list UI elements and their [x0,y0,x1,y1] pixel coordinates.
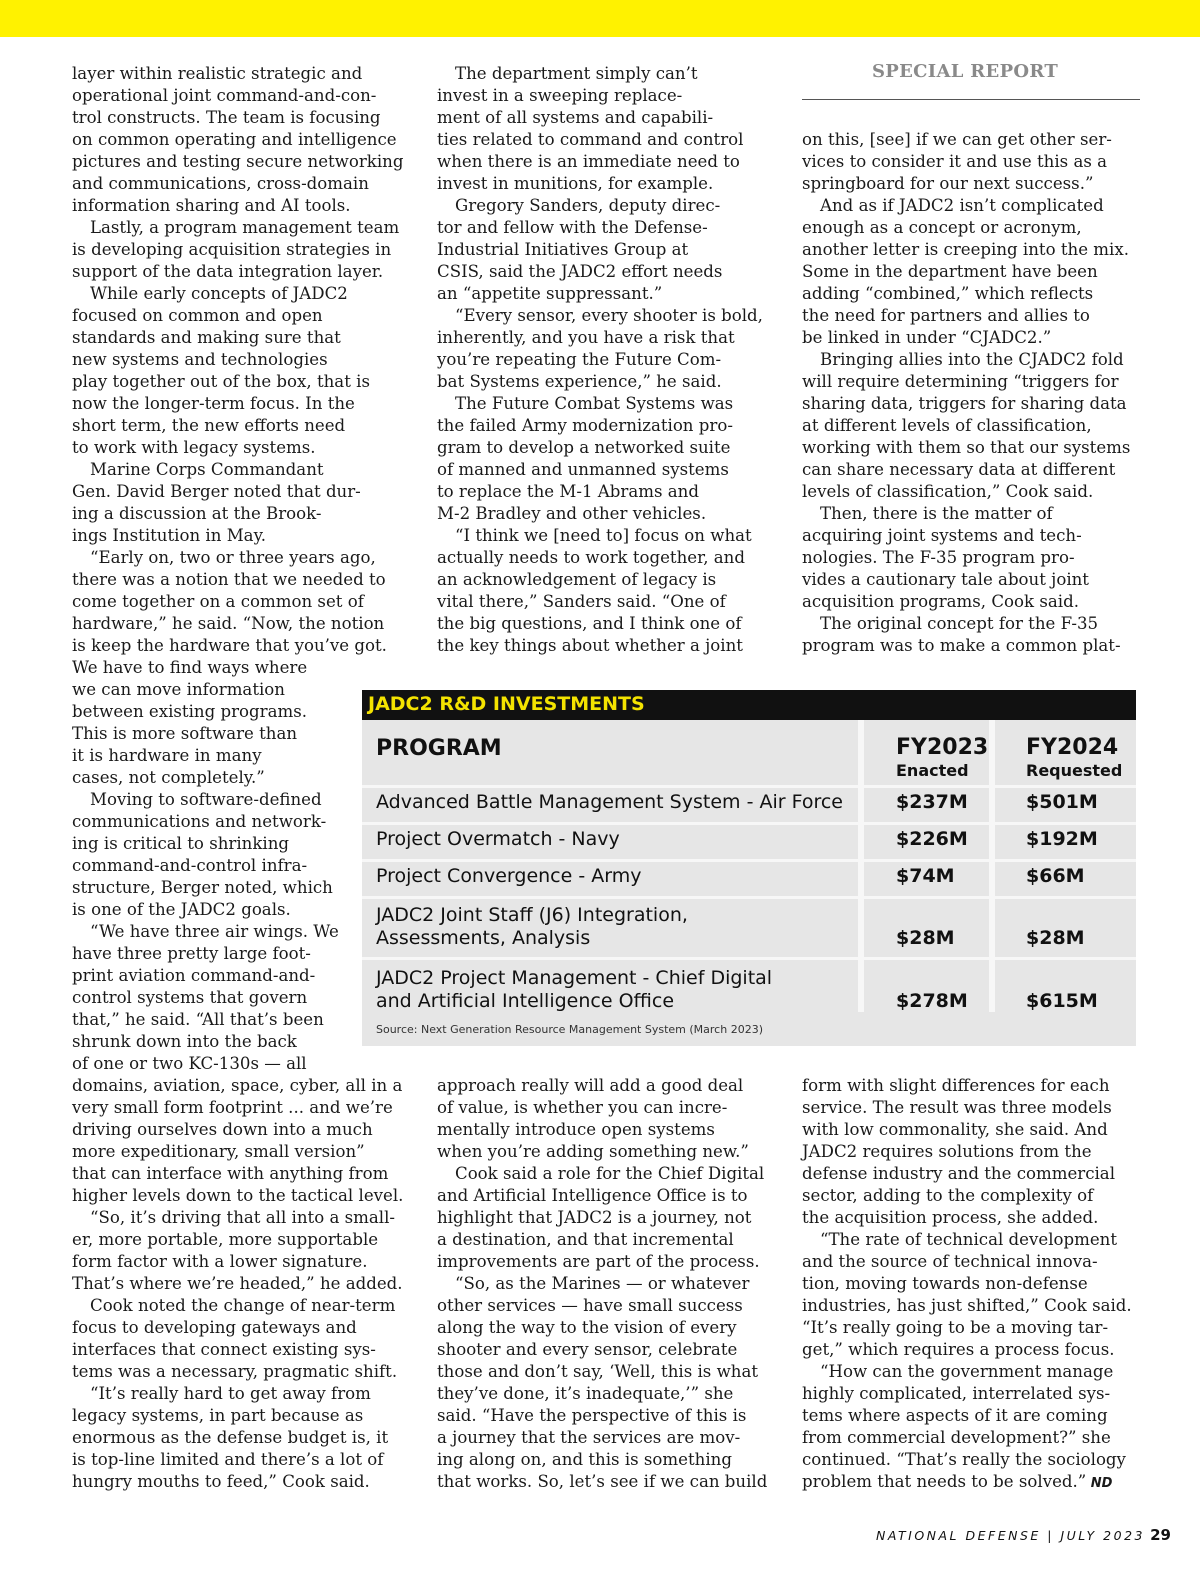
text-line: very small form footprint ... and we’re [72,1098,393,1117]
text-line: acquisition programs, Cook said. [802,592,1079,611]
text-line: play together out of the box, that is [72,372,370,391]
column-1-text [72,63,403,1493]
text-line: of value, is whether you can incre- [437,1098,728,1117]
text-line: of manned and unmanned systems [437,460,729,479]
table-cell-fy2023: $226M [896,828,968,850]
text-line: is one of the JADC2 goals. [72,900,291,919]
text-line: “The rate of technical development [820,1230,1118,1249]
text-line: along the way to the vision of every [437,1318,737,1337]
text-line: improvements are part of the process. [437,1252,760,1271]
section-label: SPECIAL REPORT [872,61,1059,82]
text-line: Cook said a role for the Chief Digital [455,1164,765,1183]
text-line: that works. So, let’s see if we can build [437,1472,768,1491]
text-line: ings Institution in May. [72,526,267,545]
text-line: The department simply can’t [455,64,698,83]
text-line: and Artificial Intelligence Office is to [437,1186,748,1205]
text-line: layer within realistic strategic and [72,64,363,83]
text-line: on this, [see] if we can get other ser- [802,130,1112,149]
text-line: We have to find ways where [72,658,308,677]
text-line: operational joint command-and-con- [72,86,377,105]
text-line: other services — have small success [437,1296,743,1315]
table-header-fy2024: FY2024 [1026,735,1119,760]
text-line: enormous as the defense budget is, it [72,1428,389,1447]
text-line: The Future Combat Systems was [455,394,734,413]
text-line: The original concept for the F-35 [820,614,1099,633]
text-line: bat Systems experience,” he said. [437,372,722,391]
table-cell-fy2024: $28M [1026,927,1085,949]
text-line: those and don’t say, ‘Well, this is what [437,1362,759,1381]
text-line: interfaces that connect existing sys- [72,1340,376,1359]
text-line: between existing programs. [72,702,307,721]
text-line: And as if JADC2 isn’t complicated [820,196,1104,215]
text-line: program was to make a common plat- [802,636,1121,655]
text-line: an “appetite suppressant.” [437,284,663,303]
table-cell-fy2023: $237M [896,791,968,813]
text-line: structure, Berger noted, which [72,878,333,897]
text-line: short term, the new efforts need [72,416,346,435]
text-line: that,” he said. “All that’s been [72,1010,324,1029]
table-title-bar [362,690,1136,720]
text-line: “So, as the Marines — or whatever [455,1274,750,1293]
table-source-note: Source: Next Generation Resource Management System (March 2023) [376,1023,763,1036]
text-line: vices to consider it and use this as a [802,152,1108,171]
text-line: inherently, and you have a risk that [437,328,735,347]
table-row-divider [362,957,1136,960]
text-line: mentally introduce open systems [437,1120,715,1139]
text-line: highlight that JADC2 is a journey, not [437,1208,752,1227]
text-line: highly complicated, interrelated sys- [802,1384,1111,1403]
text-line: invest in a sweeping replace- [437,86,683,105]
text-line: command-and-control infra- [72,856,308,875]
table-cell-program: Project Convergence - Army [376,865,642,887]
text-line: “I think we [need to] focus on what [455,526,752,545]
text-line: invest in munitions, for example. [437,174,714,193]
text-line: sector, adding to the complexity of [802,1186,1094,1205]
table-cell-fy2024: $615M [1026,990,1098,1012]
text-line: defense industry and the commercial [802,1164,1116,1183]
table-column-divider [858,720,864,1012]
text-line: with low commonality, she said. And [802,1120,1108,1139]
text-line: nologies. The F-35 program pro- [802,548,1075,567]
text-line: the key things about whether a joint [437,636,743,655]
table-header-fy2024-sub: Requested [1026,761,1123,780]
text-line: is developing acquisition strategies in [72,240,392,259]
text-line: That’s where we’re headed,” he added. [72,1274,403,1293]
end-mark: ND [1086,1476,1113,1491]
text-line: Some in the department have been [802,262,1098,281]
text-line: said. “Have the perspective of this is [437,1406,747,1425]
text-line: Moving to software-defined [90,790,322,809]
text-line: service. The result was three models [802,1098,1112,1117]
text-line: Cook noted the change of near-term [90,1296,396,1315]
text-line: actually needs to work together, and [437,548,745,567]
text-line: there was a notion that we needed to [72,570,386,589]
text-line: and the source of technical innova- [802,1252,1098,1271]
text-line: tion, moving towards non-defense [802,1274,1088,1293]
text-line: support of the data integration layer. [72,262,384,281]
text-line: Marine Corps Commandant [90,460,324,479]
text-line: the failed Army modernization pro- [437,416,733,435]
text-line: hungry mouths to feed,” Cook said. [72,1472,370,1491]
text-line: tems where aspects of it are coming [802,1406,1108,1425]
text-line: to replace the M-1 Abrams and [437,482,699,501]
text-line: will require determining “triggers for [802,372,1119,391]
investments-table [362,690,1136,1046]
text-line: standards and making sure that [72,328,341,347]
column-3-bottom-text [802,1075,1132,1495]
table-column-divider [989,720,995,1012]
table-cell-program: JADC2 Project Management - Chief Digital [376,967,773,989]
table-cell-program: Advanced Battle Management System - Air Force [376,791,843,813]
text-line: new systems and technologies [72,350,328,369]
text-line: the acquisition process, she added. [802,1208,1099,1227]
text-line: come together on a common set of [72,592,364,611]
text-line: industries, has just shifted,” Cook said. [802,1296,1132,1315]
text-line: ties related to command and control [437,130,744,149]
text-line: ing along on, and this is something [437,1450,732,1469]
table-cell-fy2024: $66M [1026,865,1085,887]
text-line: This is more software than [72,724,298,743]
text-line: Lastly, a program management team [90,218,400,237]
text-line: the need for partners and allies to [802,306,1090,325]
text-line: an acknowledgement of legacy is [437,570,717,589]
text-line: “Every sensor, every shooter is bold, [455,306,763,325]
column-2-top-text [437,63,763,657]
text-line: at different levels of classification, [802,416,1092,435]
text-line: hardware,” he said. “Now, the notion [72,614,385,633]
text-line: Then, there is the matter of [820,504,1053,523]
text-line: another letter is creeping into the mix. [802,240,1129,259]
text-line: a journey that the services are mov- [437,1428,741,1447]
text-line: tor and fellow with the Defense- [437,218,708,237]
table-row-divider [362,859,1136,862]
text-line: cases, not completely.” [72,768,265,787]
text-line: M-2 Bradley and other vehicles. [437,504,707,523]
table-header-fy2023: FY2023 [896,735,989,760]
text-line: er, more portable, more supportable [72,1230,379,1249]
text-line: legacy systems, in part because as [72,1406,364,1425]
text-line: Industrial Initiatives Group at [437,240,689,259]
text-line: communications and network- [72,812,327,831]
text-line: form factor with a lower signature. [72,1252,368,1271]
text-line: be linked in under “CJADC2.” [802,328,1052,347]
table-cell-program: JADC2 Joint Staff (J6) Integration, [376,904,688,926]
text-line: and communications, cross-domain [72,174,369,193]
text-line: adding “combined,” which reflects [802,284,1094,303]
table-header-program: PROGRAM [376,736,502,761]
column-2-bottom-text [437,1075,767,1493]
text-line: is top-line limited and there’s a lot of [72,1450,384,1469]
text-line: levels of classification,” Cook said. [802,482,1094,501]
text-line: Gregory Sanders, deputy direc- [455,196,721,215]
table-cell-program: Project Overmatch - Navy [376,828,620,850]
text-line: Gen. David Berger noted that dur- [72,482,361,501]
text-line: “It’s really hard to get away from [90,1384,371,1403]
text-line: it is hardware in many [72,746,262,765]
text-line: problem that needs to be solved.” ND [802,1472,1113,1491]
text-line: gram to develop a networked suite [437,438,731,457]
text-line: driving ourselves down into a much [72,1120,373,1139]
text-line: enough as a concept or acronym, [802,218,1082,237]
text-line: we can move information [72,680,285,699]
text-line: sharing data, triggers for sharing data [802,394,1127,413]
text-line: a destination, and that incremental [437,1230,734,1249]
text-line: ing is critical to shrinking [72,834,289,853]
table-cell-fy2023: $28M [896,927,955,949]
text-line: trol constructs. The team is focusing [72,108,381,127]
text-line: more expeditionary, small version” [72,1142,365,1161]
text-line: “How can the government manage [820,1362,1114,1381]
table-cell-fy2023: $278M [896,990,968,1012]
text-line: vides a cautionary tale about joint [802,570,1089,589]
footer-page-number: 29 [1150,1526,1171,1544]
text-line: when there is an immediate need to [437,152,740,171]
text-line: print aviation command-and- [72,966,316,985]
text-line: Bringing allies into the CJADC2 fold [820,350,1124,369]
text-line: “It’s really going to be a moving tar- [802,1318,1109,1337]
table-cell-program-cont: Assessments, Analysis [376,927,591,949]
text-line: approach really will add a good deal [437,1076,744,1095]
text-line: shooter and every sensor, celebrate [437,1340,738,1359]
text-line: from commercial development?” she [802,1428,1111,1447]
text-line: pictures and testing secure networking [72,152,404,171]
text-line: of one or two KC-130s — all [72,1054,307,1073]
table-row-divider [362,785,1136,788]
text-line: ment of all systems and capabili- [437,108,714,127]
text-line: While early concepts of JADC2 [90,284,348,303]
text-line: have three pretty large foot- [72,944,311,963]
text-line: “So, it’s driving that all into a small- [90,1208,395,1227]
table-row-divider [362,822,1136,825]
table-header-fy2023-sub: Enacted [896,761,969,780]
text-line: “We have three air wings. We [90,922,339,941]
text-line: ing a discussion at the Brook- [72,504,322,523]
text-line: CSIS, said the JADC2 effort needs [437,262,723,281]
text-line: on common operating and intelligence [72,130,397,149]
text-line: form with slight differences for each [802,1076,1110,1095]
text-line: higher levels down to the tactical level. [72,1186,404,1205]
table-cell-fy2024: $501M [1026,791,1098,813]
top-color-bar [0,0,1200,37]
section-rule [802,99,1140,100]
text-line: the big questions, and I think one of [437,614,742,633]
text-line: that can interface with anything from [72,1164,389,1183]
text-line: they’ve done, it’s inadequate,’” she [437,1384,734,1403]
text-line: working with them so that our systems [802,438,1131,457]
text-line: continued. “That’s really the sociology [802,1450,1126,1469]
text-line: control systems that govern [72,988,308,1007]
footer-magazine: NATIONAL DEFENSE | JULY 2023 [876,1528,1145,1543]
table-cell-program-cont: and Artificial Intelligence Office [376,990,675,1012]
text-line: information sharing and AI tools. [72,196,351,215]
text-line: when you’re adding something new.” [437,1142,749,1161]
text-line: acquiring joint systems and tech- [802,526,1082,545]
text-line: now the longer-term focus. In the [72,394,355,413]
text-line: is keep the hardware that you’ve got. [72,636,387,655]
text-line: you’re repeating the Future Com- [437,350,722,369]
table-cell-fy2024: $192M [1026,828,1098,850]
text-line: springboard for our next success.” [802,174,1094,193]
text-line: vital there,” Sanders said. “One of [437,592,726,611]
column-3-top-text [802,129,1130,657]
page-footer [876,1525,1171,1544]
text-line: shrunk down into the back [72,1032,297,1051]
text-line: tems was a necessary, pragmatic shift. [72,1362,398,1381]
text-line: focus to developing gateways and [72,1318,357,1337]
text-line: get,” which requires a process focus. [802,1340,1115,1359]
text-line: can share necessary data at different [802,460,1116,479]
text-line: “Early on, two or three years ago, [90,548,376,567]
text-line: to work with legacy systems. [72,438,316,457]
table-row-divider [362,896,1136,899]
text-line: domains, aviation, space, cyber, all in a [72,1076,403,1095]
text-line: focused on common and open [72,306,323,325]
text-line: JADC2 requires solutions from the [802,1142,1092,1161]
table-cell-fy2023: $74M [896,865,955,887]
table-title: JADC2 R&D INVESTMENTS [368,693,645,715]
